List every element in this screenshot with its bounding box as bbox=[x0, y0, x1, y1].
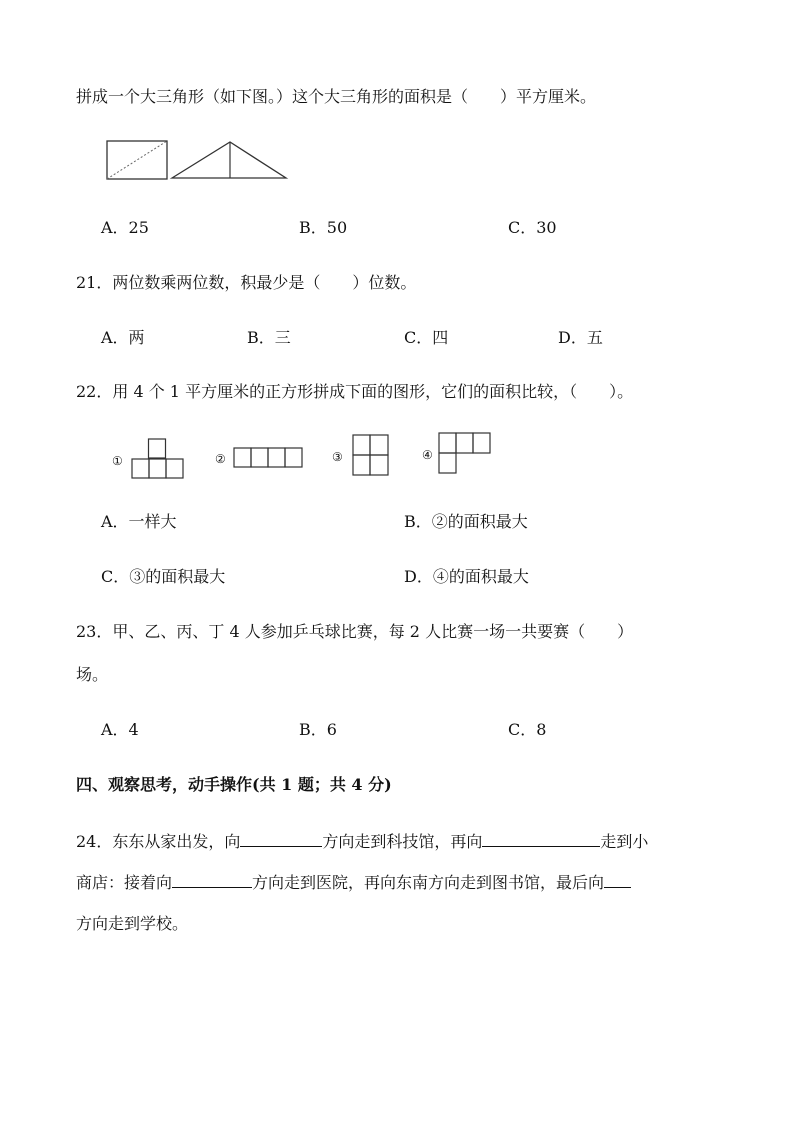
q21-option-b[interactable]: B．三 bbox=[247, 328, 291, 347]
q24-text-2a: 商店：接着向 bbox=[76, 873, 173, 892]
q22-figure-1 bbox=[131, 438, 187, 480]
q23-option-a[interactable]: A．4 bbox=[101, 720, 139, 739]
q20-stem: 拼成一个大三角形（如下图。）这个大三角形的面积是（ ）平方厘米。 bbox=[76, 87, 597, 106]
q23-stem-line-1: 23．甲、乙、丙、丁 4 人参加乒乓球比赛，每 2 人比赛一场一共要赛（ ） bbox=[76, 622, 634, 641]
q21-stem: 21．两位数乘两位数，积最少是（ ）位数。 bbox=[76, 273, 417, 292]
q22-figure-label-3: ③ bbox=[332, 450, 343, 464]
q22-figure-label-1: ① bbox=[112, 454, 123, 468]
q22-stem: 22．用 4 个 1 平方厘米的正方形拼成下面的图形，它们的面积比较，（ ）。 bbox=[76, 382, 634, 401]
q24-text-1a: 24．东东从家出发，向 bbox=[76, 832, 241, 851]
q21-option-a[interactable]: A．两 bbox=[101, 328, 145, 347]
q24-blank-1[interactable] bbox=[240, 832, 322, 847]
q24-line-1 bbox=[76, 832, 648, 850]
q24-line-2 bbox=[76, 873, 631, 891]
q23-stem-line-2: 场。 bbox=[76, 665, 109, 684]
q21-option-c[interactable]: C．四 bbox=[404, 328, 449, 347]
q22-figure-4 bbox=[438, 432, 494, 476]
q24-blank-4[interactable] bbox=[604, 873, 631, 888]
q20-figure bbox=[104, 138, 289, 183]
q23-option-c[interactable]: C．8 bbox=[508, 720, 547, 739]
q22-figure-2 bbox=[233, 447, 305, 469]
section-4-heading: 四、观察思考，动手操作(共 1 题；共 4 分) bbox=[76, 775, 392, 794]
q22-figure-label-4: ④ bbox=[422, 448, 433, 462]
q24-text-2b: 方向走到医院，再向东南方向走到图书馆，最后向 bbox=[252, 873, 605, 892]
q22-figure-label-2: ② bbox=[215, 452, 226, 466]
q20-rectangle-diagonal bbox=[107, 141, 167, 179]
q24-blank-2[interactable] bbox=[482, 832, 600, 847]
q22-figure-3 bbox=[352, 434, 392, 478]
q21-option-d[interactable]: D．五 bbox=[558, 328, 603, 347]
q20-option-c[interactable]: C．30 bbox=[508, 218, 557, 237]
q20-big-triangle bbox=[172, 142, 286, 178]
q22-option-d[interactable]: D．④的面积最大 bbox=[404, 567, 529, 586]
q24-text-1b: 方向走到科技馆，再向 bbox=[322, 832, 483, 851]
q22-option-b[interactable]: B．②的面积最大 bbox=[404, 512, 528, 531]
q22-option-c[interactable]: C．③的面积最大 bbox=[101, 567, 226, 586]
q24-blank-3[interactable] bbox=[172, 873, 252, 888]
q20-option-a[interactable]: A．25 bbox=[101, 218, 149, 237]
q20-option-b[interactable]: B．50 bbox=[299, 218, 348, 237]
q23-option-b[interactable]: B．6 bbox=[299, 720, 337, 739]
q24-text-1c: 走到小 bbox=[600, 832, 649, 851]
q24-line-3: 方向走到学校。 bbox=[76, 914, 189, 933]
q22-option-a[interactable]: A．一样大 bbox=[101, 512, 177, 531]
